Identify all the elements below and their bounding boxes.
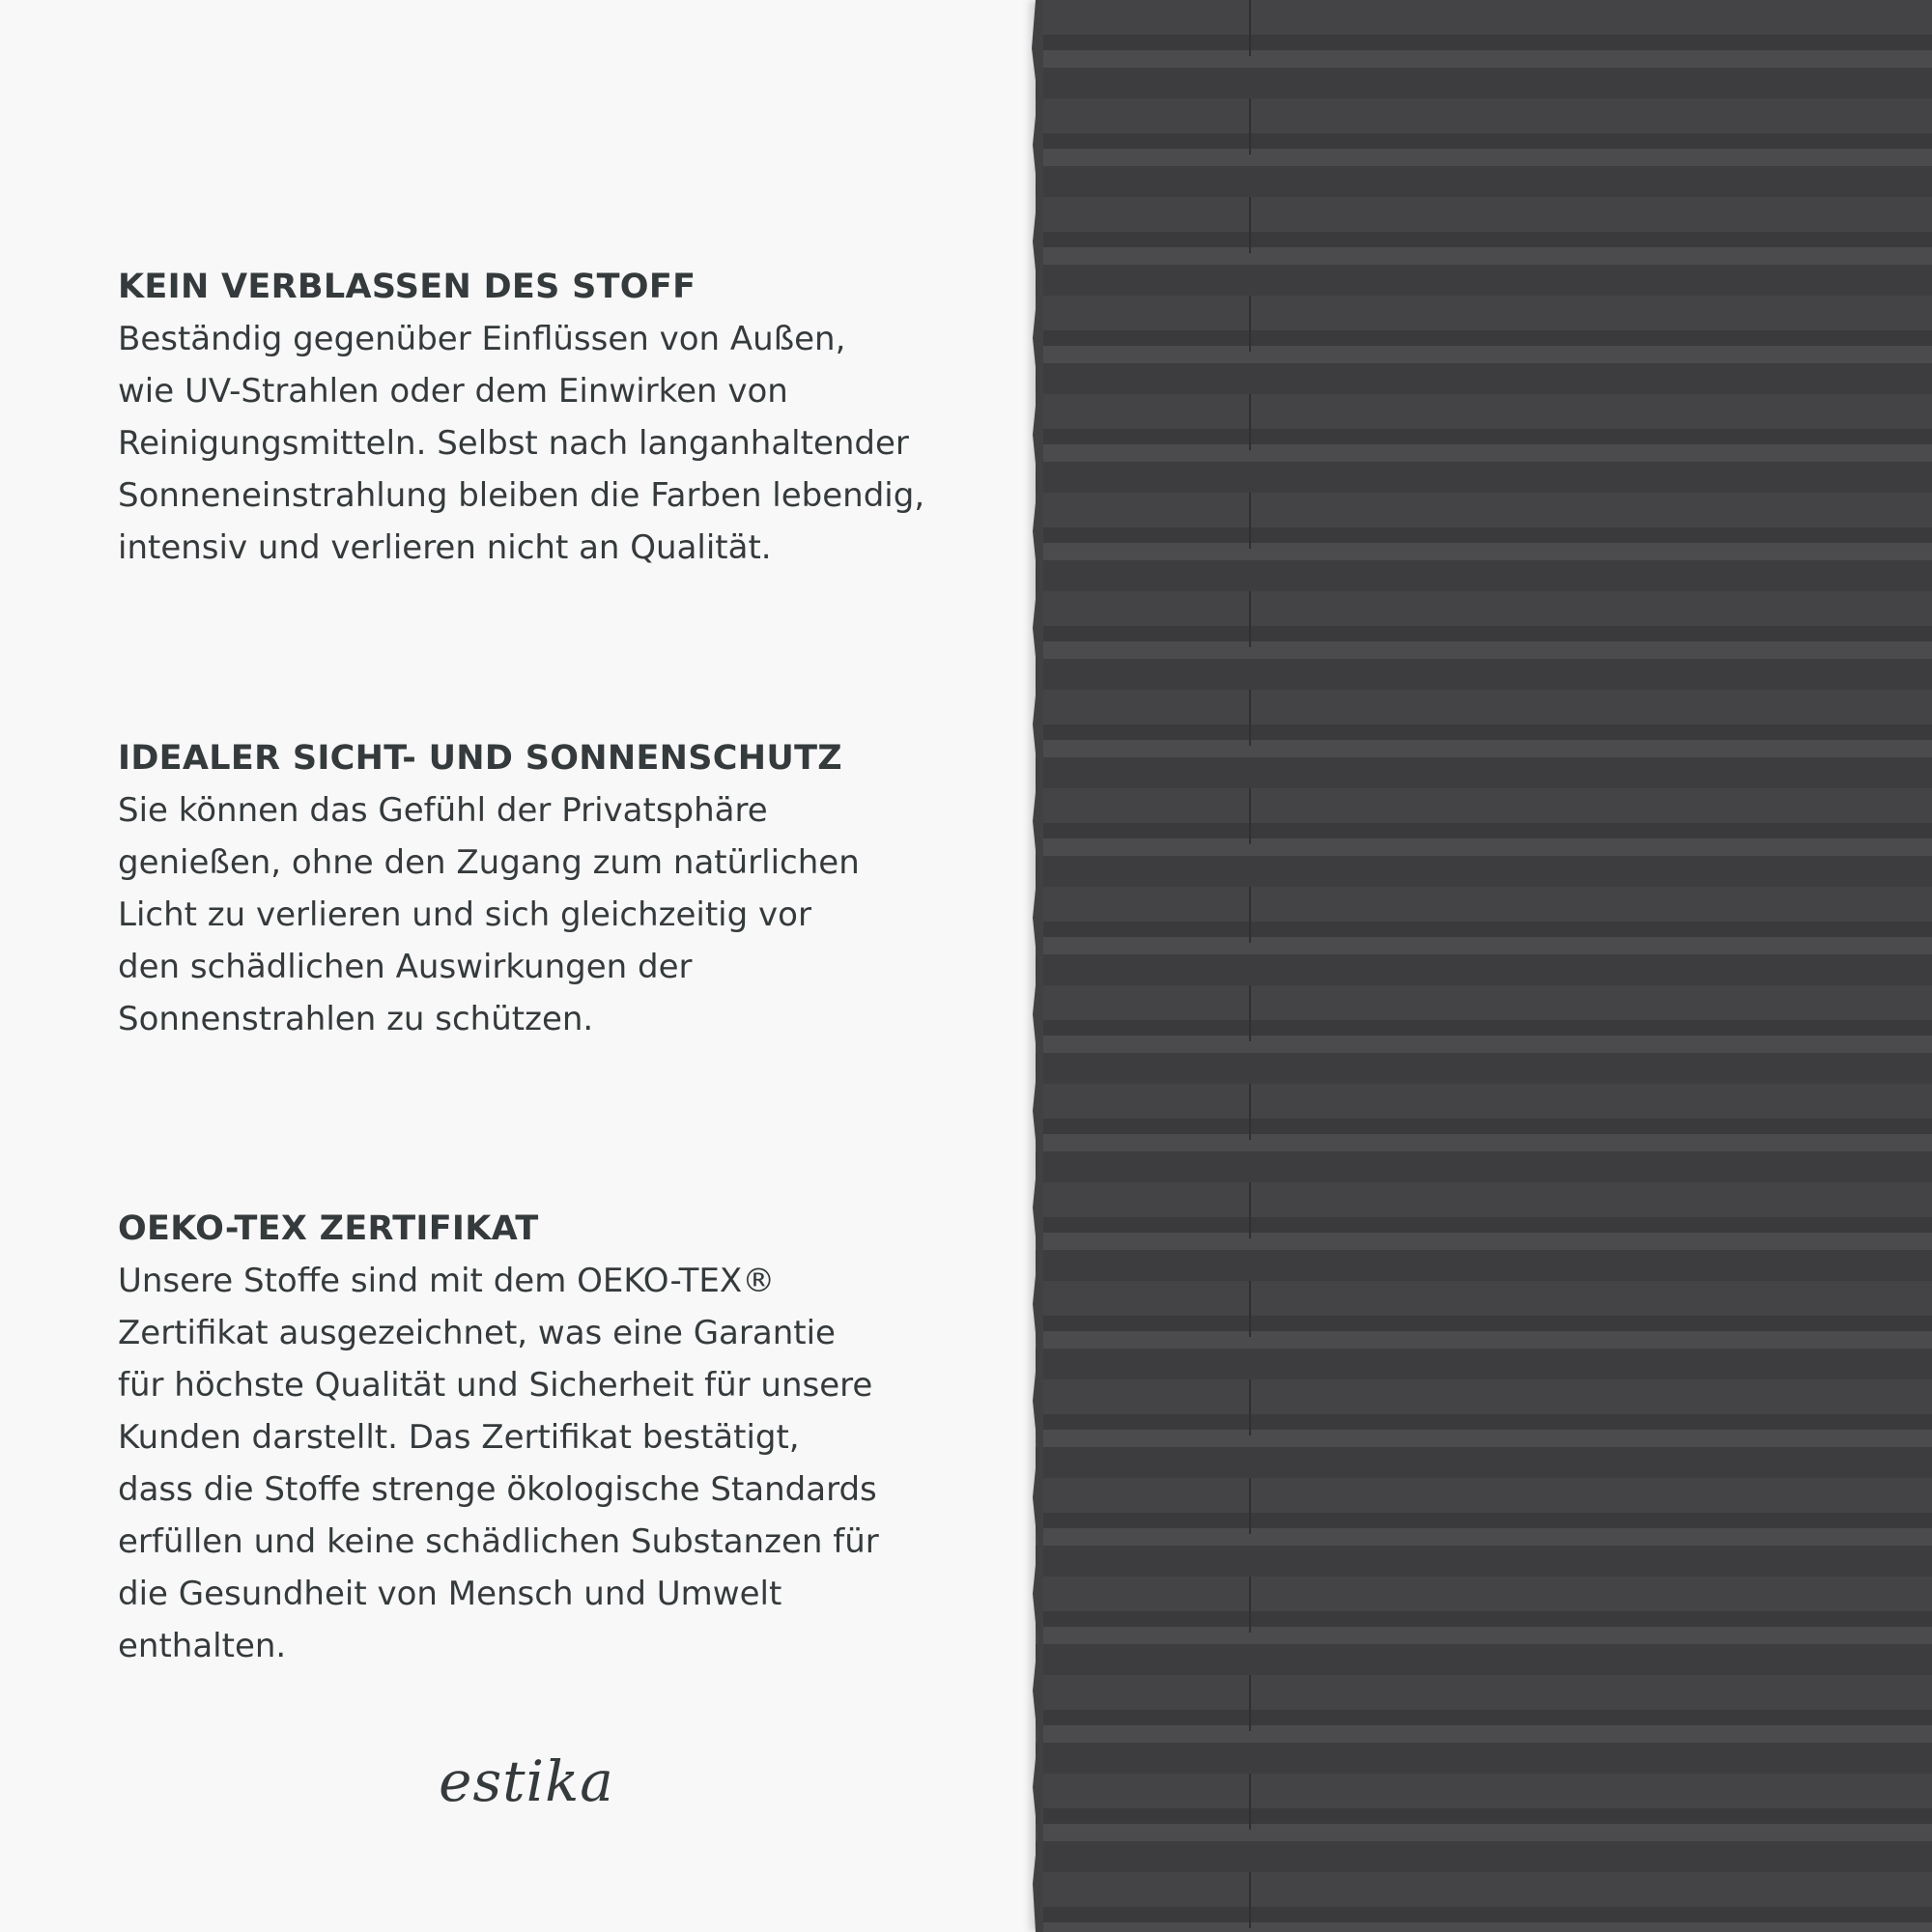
estika-logo: estika xyxy=(439,1748,614,1814)
feature-heading: OEKO-TEX ZERTIFIKAT xyxy=(118,1209,539,1248)
feature-heading: KEIN VERBLASSEN DES STOFF xyxy=(118,268,696,306)
feature-description: Beständig gegenüber Einflüssen von Außen, wie UV-Strahlen oder dem Einwirken von Reinigungsmitteln. Selbst nach langanhaltender Sonneneinstrahlung bleiben die Farben lebendig, intensiv und verlieren nicht an Qualität. xyxy=(118,320,925,567)
blind-cord-icon xyxy=(1248,0,1252,1932)
feature-heading: IDEALER SICHT- UND SONNENSCHUTZ xyxy=(118,739,842,778)
feature-description: Unsere Stoffe sind mit dem OEKO-TEX® Zertifikat ausgezeichnet, was eine Garantie für höchste Qualität und Sicherheit für unsere Kunden darstellt. Das Zertifikat bestätigt, dass die Stoffe strenge ökologische Standards erfüllen und keine schädlichen Substanzen für die Gesundheit von Mensch und Umwelt enthalten. xyxy=(118,1262,879,1665)
feature-description: Sie können das Gefühl der Privatsphäre genießen, ohne den Zugang zum natürlichen Licht zu verlieren und sich gleichzeitig vor den schädlichen Auswirkungen der Sonnenstrahlen zu schützen. xyxy=(118,791,860,1038)
feature-fade-resistance xyxy=(118,261,968,574)
feature-oeko-tex-certificate xyxy=(118,1203,968,1672)
pleated-blind-image xyxy=(1036,0,1932,1932)
blind-edge-icon xyxy=(1028,0,1043,1932)
feature-privacy-sun-protection xyxy=(118,732,968,1045)
